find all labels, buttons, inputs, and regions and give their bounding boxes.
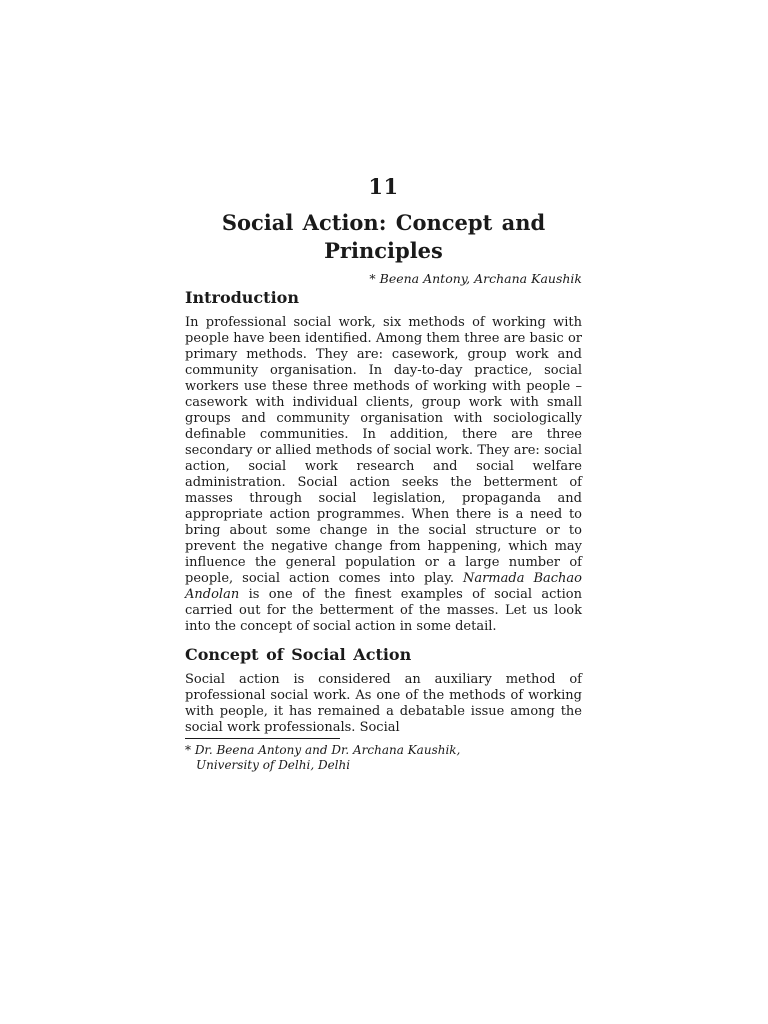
footnote-line-1: * Dr. Beena Antony and Dr. Archana Kaushik, bbox=[185, 743, 461, 757]
concept-paragraph: Social action is considered an auxiliary method of professional social work. As one of the methods of working with people, it has remained a debatable issue among the social work professionals. Social bbox=[185, 672, 582, 735]
chapter-title: Social Action: Concept and Principles bbox=[221, 210, 546, 263]
introduction-paragraph bbox=[185, 315, 582, 635]
chapter-authors: * Beena Antony, Archana Kaushik bbox=[369, 271, 582, 286]
introduction-italic-term: Narmada Bachao Andolan bbox=[185, 571, 582, 602]
chapter-number: 11 bbox=[368, 174, 399, 199]
introduction-text-start: In professional social work, six methods of working with people have been identified. Among them three are basic or primary methods. They are: casework, group work and community organisation. In day-to-day practice, social workers use these three methods of working with people – casework with individual clients, group work with small groups and community organisation with sociologically definable communities. In addition, there are three secondary or allied methods of social work. They are: social action, social work research and social welfare administration. Social action seeks the betterment of masses through social legislation, propaganda and appropriate action programmes. When there is a need to bring about some change in the social structure or to prevent the negative change from happening, which may influence the general population or a large number of people, social action comes into play. bbox=[185, 315, 582, 586]
footnote-divider bbox=[185, 738, 340, 739]
introduction-heading: Introduction bbox=[185, 288, 299, 307]
page-content bbox=[185, 170, 582, 773]
footnote-line-2: University of Delhi, Delhi bbox=[196, 758, 351, 772]
footnote bbox=[185, 743, 582, 773]
concept-heading: Concept of Social Action bbox=[185, 645, 412, 664]
introduction-text-end: is one of the finest examples of social action carried out for the betterment of the masses. Let us look into the concept of social action in some detail. bbox=[185, 587, 582, 634]
